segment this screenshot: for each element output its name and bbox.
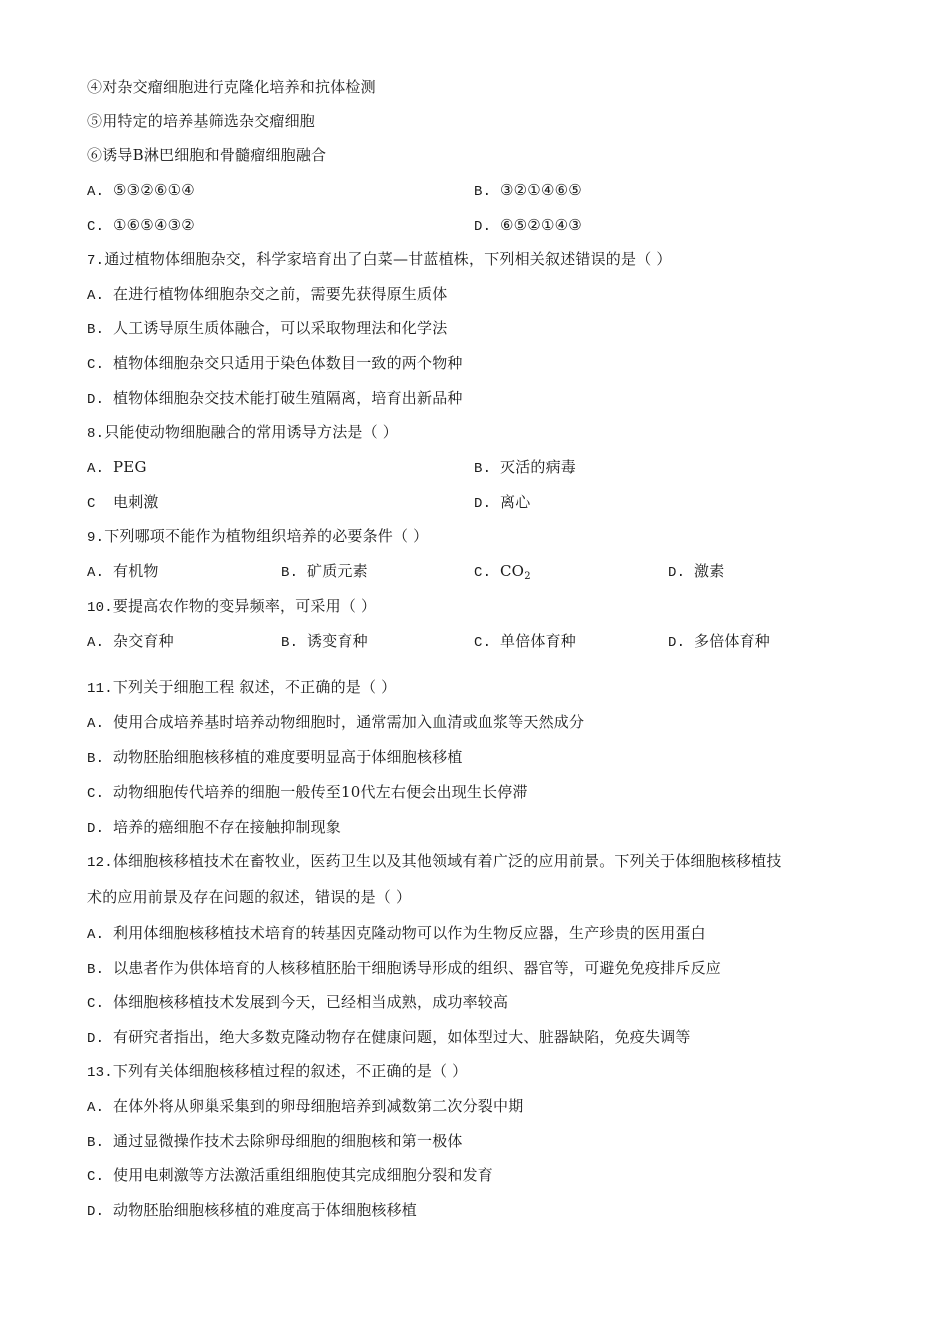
option-letter: D. [474,496,492,512]
option-text: 诱变育种 [307,632,368,650]
q10-option-d [668,631,770,653]
subscript: 2 [524,571,531,582]
q10-option-b [281,631,368,653]
question-9-stem [87,526,428,548]
option-letter: D. [87,821,105,837]
option-text: 利用体细胞核移植技术培育的转基因克隆动物可以作为生物反应器，生产珍贵的医用蛋白 [113,924,706,942]
option-text: 动物胚胎细胞核移植的难度高于体细胞核移植 [113,1201,418,1219]
option-text: 动物细胞传代培养的细胞一般传至10代左右便会出现生长停滞 [113,783,528,801]
option-letter: A. [87,1100,105,1116]
q10-option-c [474,631,576,653]
option-letter: A. [87,184,105,200]
option-letter: D. [87,1204,105,1220]
option-text: 培养的癌细胞不存在接触抑制现象 [113,818,342,836]
question-10-stem [87,596,376,618]
q12-option-b [87,958,721,980]
question-number: 8. [87,426,105,442]
option-letter: C. [87,219,105,235]
question-number: 12. [87,855,113,871]
step-6: ⑥诱导B淋巴细胞和骨髓瘤细胞融合 [87,146,327,164]
option-text: ⑥⑤②①④③ [500,216,582,234]
option-letter: B. [87,751,105,767]
option-text: 在体外将从卵巢采集到的卵母细胞培养到减数第二次分裂中期 [113,1097,524,1115]
q8-option-b [474,457,576,479]
option-text: 有机物 [113,562,159,580]
option-text: 灭活的病毒 [500,458,577,476]
option-letter: C. [474,635,492,651]
q11-option-b [87,747,463,769]
q13-option-d [87,1200,417,1222]
q8-option-c [87,492,159,514]
option-letter: D. [87,1031,105,1047]
option-letter: B. [474,184,492,200]
q11-option-d [87,817,341,839]
option-letter: B. [87,322,105,338]
option-text: ①⑥⑤④③② [113,216,195,234]
option-letter: C. [474,565,492,581]
question-text: 下列有关体细胞核移植过程的叙述，不正确的是（ ） [112,1062,468,1080]
option-text: 使用电刺激等方法激活重组细胞使其完成细胞分裂和发育 [113,1166,494,1184]
option-letter: A. [87,635,105,651]
option-text: 电刺激 [113,493,159,511]
option-text: 使用合成培养基时培养动物细胞时，通常需加入血清或血浆等天然成分 [113,713,585,731]
question-text: 下列哪项不能作为植物组织培养的必要条件（ ） [104,527,429,545]
option-letter: C. [87,1169,105,1185]
question-number: 11. [87,681,113,697]
q7-option-b [87,318,447,340]
q13-option-c [87,1165,493,1187]
option-letter: C. [87,786,105,802]
question-12-stem-line1 [87,851,782,873]
option-letter: B. [281,565,299,581]
option-text: PEG [113,458,147,476]
option-letter: B. [281,635,299,651]
option-letter: B. [87,1135,105,1151]
option-text: 动物胚胎细胞核移植的难度要明显高于体细胞核移植 [113,748,463,766]
option-text: 激素 [694,562,725,580]
question-7-stem [87,249,672,271]
step-5: ⑤用特定的培养基筛选杂交瘤细胞 [87,112,316,130]
question-number: 9. [87,530,105,546]
q9-option-b [281,561,368,583]
q6-option-a [87,180,195,202]
option-text: 离心 [500,493,531,511]
question-11-stem [87,677,396,699]
q9-option-a [87,561,159,583]
q7-option-d [87,388,463,410]
q12-option-a [87,923,706,945]
question-13-stem [87,1061,467,1083]
option-text: 以患者作为供体培育的人核移植胚胎干细胞诱导形成的组织、器官等，可避免免疫排斥反应 [113,959,722,977]
q9-option-c [474,561,531,583]
option-text: 矿质元素 [307,562,368,580]
q8-option-a [87,457,147,479]
question-text: 通过植物体细胞杂交，科学家培育出了白菜—甘蓝植株，下列相关叙述错误的是（ ） [104,250,672,268]
question-text: 下列关于细胞工程 叙述，不正确的是（ ） [112,678,397,696]
option-letter: D. [668,565,686,581]
option-text: 杂交育种 [113,632,174,650]
option-text: 植物体细胞杂交技术能打破生殖隔离，培育出新品种 [113,389,463,407]
q11-option-c [87,782,528,804]
option-text: 通过显微操作技术去除卵母细胞的细胞核和第一极体 [113,1132,463,1150]
q6-option-d [474,215,582,237]
option-text: 人工诱导原生质体融合，可以采取物理法和化学法 [113,319,448,337]
q6-option-b [474,180,582,202]
option-letter: A. [87,461,105,477]
option-letter: C [87,496,96,512]
option-letter: B. [474,461,492,477]
option-letter: A. [87,927,105,943]
option-letter: A. [87,288,105,304]
option-text: 有研究者指出，绝大多数克隆动物存在健康问题，如体型过大、脏器缺陷，免疫失调等 [113,1028,691,1046]
question-8-stem [87,422,398,444]
q13-option-b [87,1131,463,1153]
option-letter: C. [87,357,105,373]
option-text: 植物体细胞杂交只适用于染色体数目一致的两个物种 [113,354,463,372]
question-text: 体细胞核移植技术在畜牧业，医药卫生以及其他领域有着广泛的应用前景。下列关于体细胞核移植技 [112,852,782,870]
q9-option-d [668,561,724,583]
option-letter: B. [87,962,105,978]
option-letter: C. [87,996,105,1012]
question-number: 10. [87,600,113,616]
q7-option-a [87,284,447,306]
option-letter: D. [87,392,105,408]
q8-option-d [474,492,530,514]
q12-option-c [87,992,508,1014]
option-letter: A. [87,565,105,581]
q10-option-a [87,631,174,653]
question-12-stem-line2: 术的应用前景及存在问题的叙述，错误的是（ ） [87,888,412,906]
option-text: CO [500,562,525,580]
option-text: 体细胞核移植技术发展到今天，已经相当成熟，成功率较高 [113,993,509,1011]
q13-option-a [87,1096,523,1118]
option-text: 单倍体育种 [500,632,577,650]
option-letter: D. [668,635,686,651]
question-number: 7. [87,253,105,269]
q7-option-c [87,353,463,375]
q12-option-d [87,1027,691,1049]
option-text: 多倍体育种 [694,632,771,650]
step-4: ④对杂交瘤细胞进行克隆化培养和抗体检测 [87,78,376,96]
option-text: ⑤③②⑥①④ [113,181,195,199]
option-text: ③②①④⑥⑤ [500,181,582,199]
option-letter: D. [474,219,492,235]
q6-option-c [87,215,195,237]
q11-option-a [87,712,584,734]
question-text: 要提高农作物的变异频率，可采用（ ） [112,597,377,615]
question-number: 13. [87,1065,113,1081]
option-text: 在进行植物体细胞杂交之前，需要先获得原生质体 [113,285,448,303]
option-letter: A. [87,716,105,732]
question-text: 只能使动物细胞融合的常用诱导方法是（ ） [104,423,398,441]
